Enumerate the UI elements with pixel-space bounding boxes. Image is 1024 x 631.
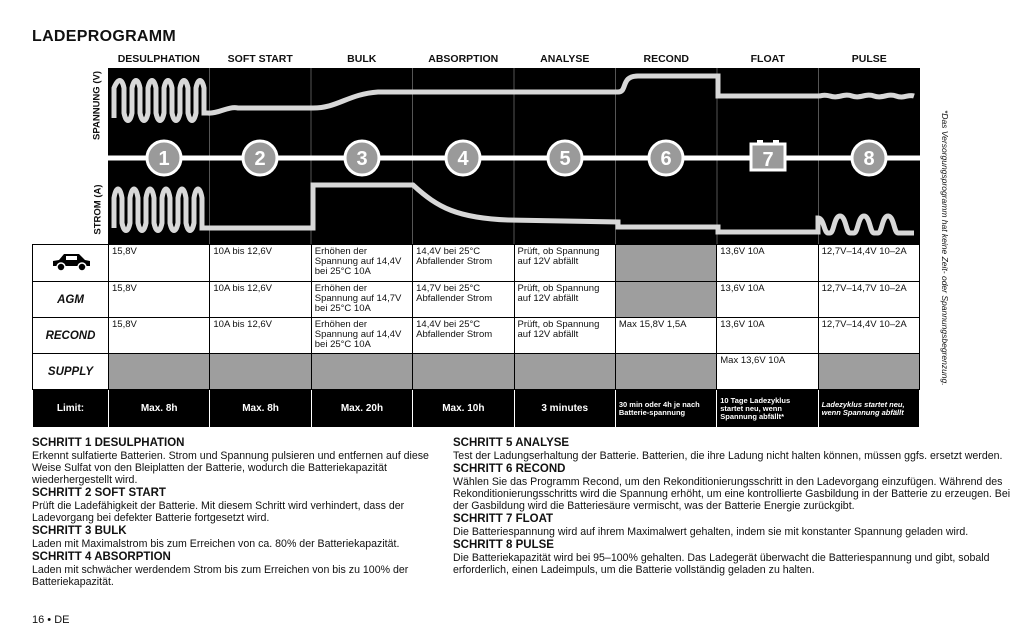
table-cell: 10A bis 12,6V (210, 282, 311, 318)
step-text: Laden mit schwächer werdendem Strom bis zum Erreichen von bis zu 100% der Batteriekapazität. (32, 564, 409, 588)
step-3-marker (345, 141, 379, 175)
step-number: 4 (457, 148, 469, 170)
limit-cell: 30 min oder 4h je nach Batterie-spannung (615, 390, 716, 428)
page-title: LADEPROGRAMM (32, 28, 177, 45)
stage-header: BULK (347, 53, 377, 65)
step-1-marker (147, 141, 181, 175)
limit-cell: Max. 20h (311, 390, 412, 428)
step-number: 8 (863, 148, 875, 170)
step-text: Die Batteriespannung wird auf ihrem Maximalwert gehalten, indem sie mit konstanter Spannung geladen wird. (453, 526, 969, 538)
step-number: 5 (559, 148, 571, 170)
step-number: 2 (254, 148, 266, 170)
step-2-marker (243, 141, 277, 175)
step-number: 7 (762, 149, 774, 171)
table-cell (311, 354, 412, 390)
table-cell (818, 354, 919, 390)
table-cell: Max 13,6V 10A (717, 354, 818, 390)
step-text: Die Batteriekapazität wird bei 95–100% gehalten. Das Ladegerät überwacht die Batteriespannung und gibt, sobald erforderlich, einen Ladeimpuls, um die Batterie vollständig geladen zu halten. (453, 552, 990, 576)
step-5-marker (548, 141, 582, 175)
table-cell: Erhöhen der Spannung auf 14,4V bei 25°C 10A (311, 318, 412, 354)
step-title: SCHRITT 5 ANALYSE (453, 437, 570, 449)
step-title: SCHRITT 2 SOFT START (32, 487, 166, 499)
step-text: Prüft die Ladefähigkeit der Batterie. Mit diesem Schritt wird verhindert, dass der Ladevorgang bei defekter Batterie fortgesetzt wird. (32, 500, 405, 524)
step-title: SCHRITT 8 PULSE (453, 539, 554, 551)
steps-left-column (32, 436, 452, 588)
step-text: Test der Ladungserhaltung der Batterie. Batterien, die ihre Ladung nicht halten können, müssen ggfs. ersetzt werden. (453, 450, 1003, 462)
stage-header: PULSE (851, 53, 887, 65)
charging-table (32, 244, 920, 428)
table-row (33, 318, 920, 354)
table-cell: 14,7V bei 25°C Abfallender Strom (413, 282, 514, 318)
step-title: SCHRITT 6 RECOND (453, 463, 566, 475)
table-cell: Prüft, ob Spannung auf 12V abfällt (514, 282, 615, 318)
table-cell (514, 354, 615, 390)
step-4-marker (446, 141, 480, 175)
charging-diagram (108, 68, 920, 244)
step-6-marker (649, 141, 683, 175)
step-title: SCHRITT 3 BULK (32, 525, 127, 537)
step-text: Wählen Sie das Programm Recond, um den Rekonditionierungsschritt in den Ladevorgang einzufügen. Während des Rekonditionierungsschritts wird die Spannung erhöht, um eine kontrollierte Gasbildung in der Batterie zu erzeugen. Bei der Gasbildung wird die Batteriesäure vermischt, was der Batterie Energie zurückgibt. (453, 476, 1011, 512)
table-cell: Erhöhen der Spannung auf 14,7V bei 25°C 10A (311, 282, 412, 318)
stage-header: SOFT START (227, 53, 293, 65)
table-cell: 13,6V 10A (717, 282, 818, 318)
step-title: SCHRITT 1 DESULPHATION (32, 437, 185, 449)
step-title: SCHRITT 4 ABSORPTION (32, 551, 171, 563)
step-title: SCHRITT 7 FLOAT (453, 513, 554, 525)
step-8-marker (852, 141, 886, 175)
table-cell (210, 354, 311, 390)
car-icon (33, 245, 109, 282)
steps-right-column (453, 436, 1013, 576)
page-footer: 16 • DE (32, 614, 70, 626)
table-cell (615, 245, 716, 282)
table-cell (615, 282, 716, 318)
step-text: Erkennt sulfatierte Batterien. Strom und Spannung pulsieren und entfernen auf diese Weise Sulfat von den Bleiplatten der Batterie, wodurch die Batteriekapazität wiederhergestellt wird. (32, 450, 429, 486)
stage-header: RECOND (643, 53, 689, 65)
table-cell: 10A bis 12,6V (210, 245, 311, 282)
limit-cell: Max. 8h (210, 390, 311, 428)
step-number: 6 (660, 148, 672, 170)
limit-cell: Max. 10h (413, 390, 514, 428)
table-cell: 13,6V 10A (717, 245, 818, 282)
table-cell: 10A bis 12,6V (210, 318, 311, 354)
stage-headers (108, 53, 920, 67)
limit-cell: 10 Tage Ladezyklus startet neu, wenn Spannung abfällt* (717, 390, 818, 428)
limit-row (33, 390, 920, 428)
stage-header: DESULPHATION (117, 53, 200, 65)
limit-cell: Ladezyklus startet neu, wenn Spannung abfällt (818, 390, 919, 428)
table-cell: 12,7V–14,4V 10–2A (818, 318, 919, 354)
table-row (33, 245, 920, 282)
table-row (33, 354, 920, 390)
side-note: *Das Versorgungsprogramm hat keine Zeit- oder Spannungsbegrenzung. (940, 110, 950, 386)
limit-cell: 3 minutes (514, 390, 615, 428)
table-cell (615, 354, 716, 390)
stage-header: ABSORPTION (428, 53, 499, 65)
table-cell: 15,8V (109, 245, 210, 282)
table-cell (413, 354, 514, 390)
table-cell: 13,6V 10A (717, 318, 818, 354)
table-cell: 14,4V bei 25°C Abfallender Strom (413, 245, 514, 282)
table-cell (109, 354, 210, 390)
row-header: SUPPLY (33, 354, 109, 390)
table-cell: 15,8V (109, 318, 210, 354)
step-7-marker (751, 140, 785, 171)
limit-cell: Max. 8h (109, 390, 210, 428)
table-cell: Prüft, ob Spannung auf 12V abfällt (514, 318, 615, 354)
table-cell: Max 15,8V 1,5A (615, 318, 716, 354)
stage-header: FLOAT (750, 53, 785, 65)
voltage-axis-label: SPANNUNG (V) (91, 71, 103, 140)
table-cell: Erhöhen der Spannung auf 14,4V bei 25°C 10A (311, 245, 412, 282)
stage-header: ANALYSE (540, 53, 590, 65)
table-cell: 14,4V bei 25°C Abfallender Strom (413, 318, 514, 354)
current-axis-label: STROM (A) (92, 184, 104, 235)
limit-header: Limit: (33, 390, 109, 428)
table-cell: 15,8V (109, 282, 210, 318)
table-cell: Prüft, ob Spannung auf 12V abfällt (514, 245, 615, 282)
table-cell: 12,7V–14,4V 10–2A (818, 245, 919, 282)
charging-curves (108, 68, 920, 244)
step-number: 1 (158, 148, 170, 170)
table-cell: 12,7V–14,7V 10–2A (818, 282, 919, 318)
table-row (33, 282, 920, 318)
step-text: Laden mit Maximalstrom bis zum Erreichen von ca. 80% der Batteriekapazität. (32, 538, 400, 550)
row-header: RECOND (33, 318, 109, 354)
step-number: 3 (356, 148, 368, 170)
row-header: AGM (33, 282, 109, 318)
